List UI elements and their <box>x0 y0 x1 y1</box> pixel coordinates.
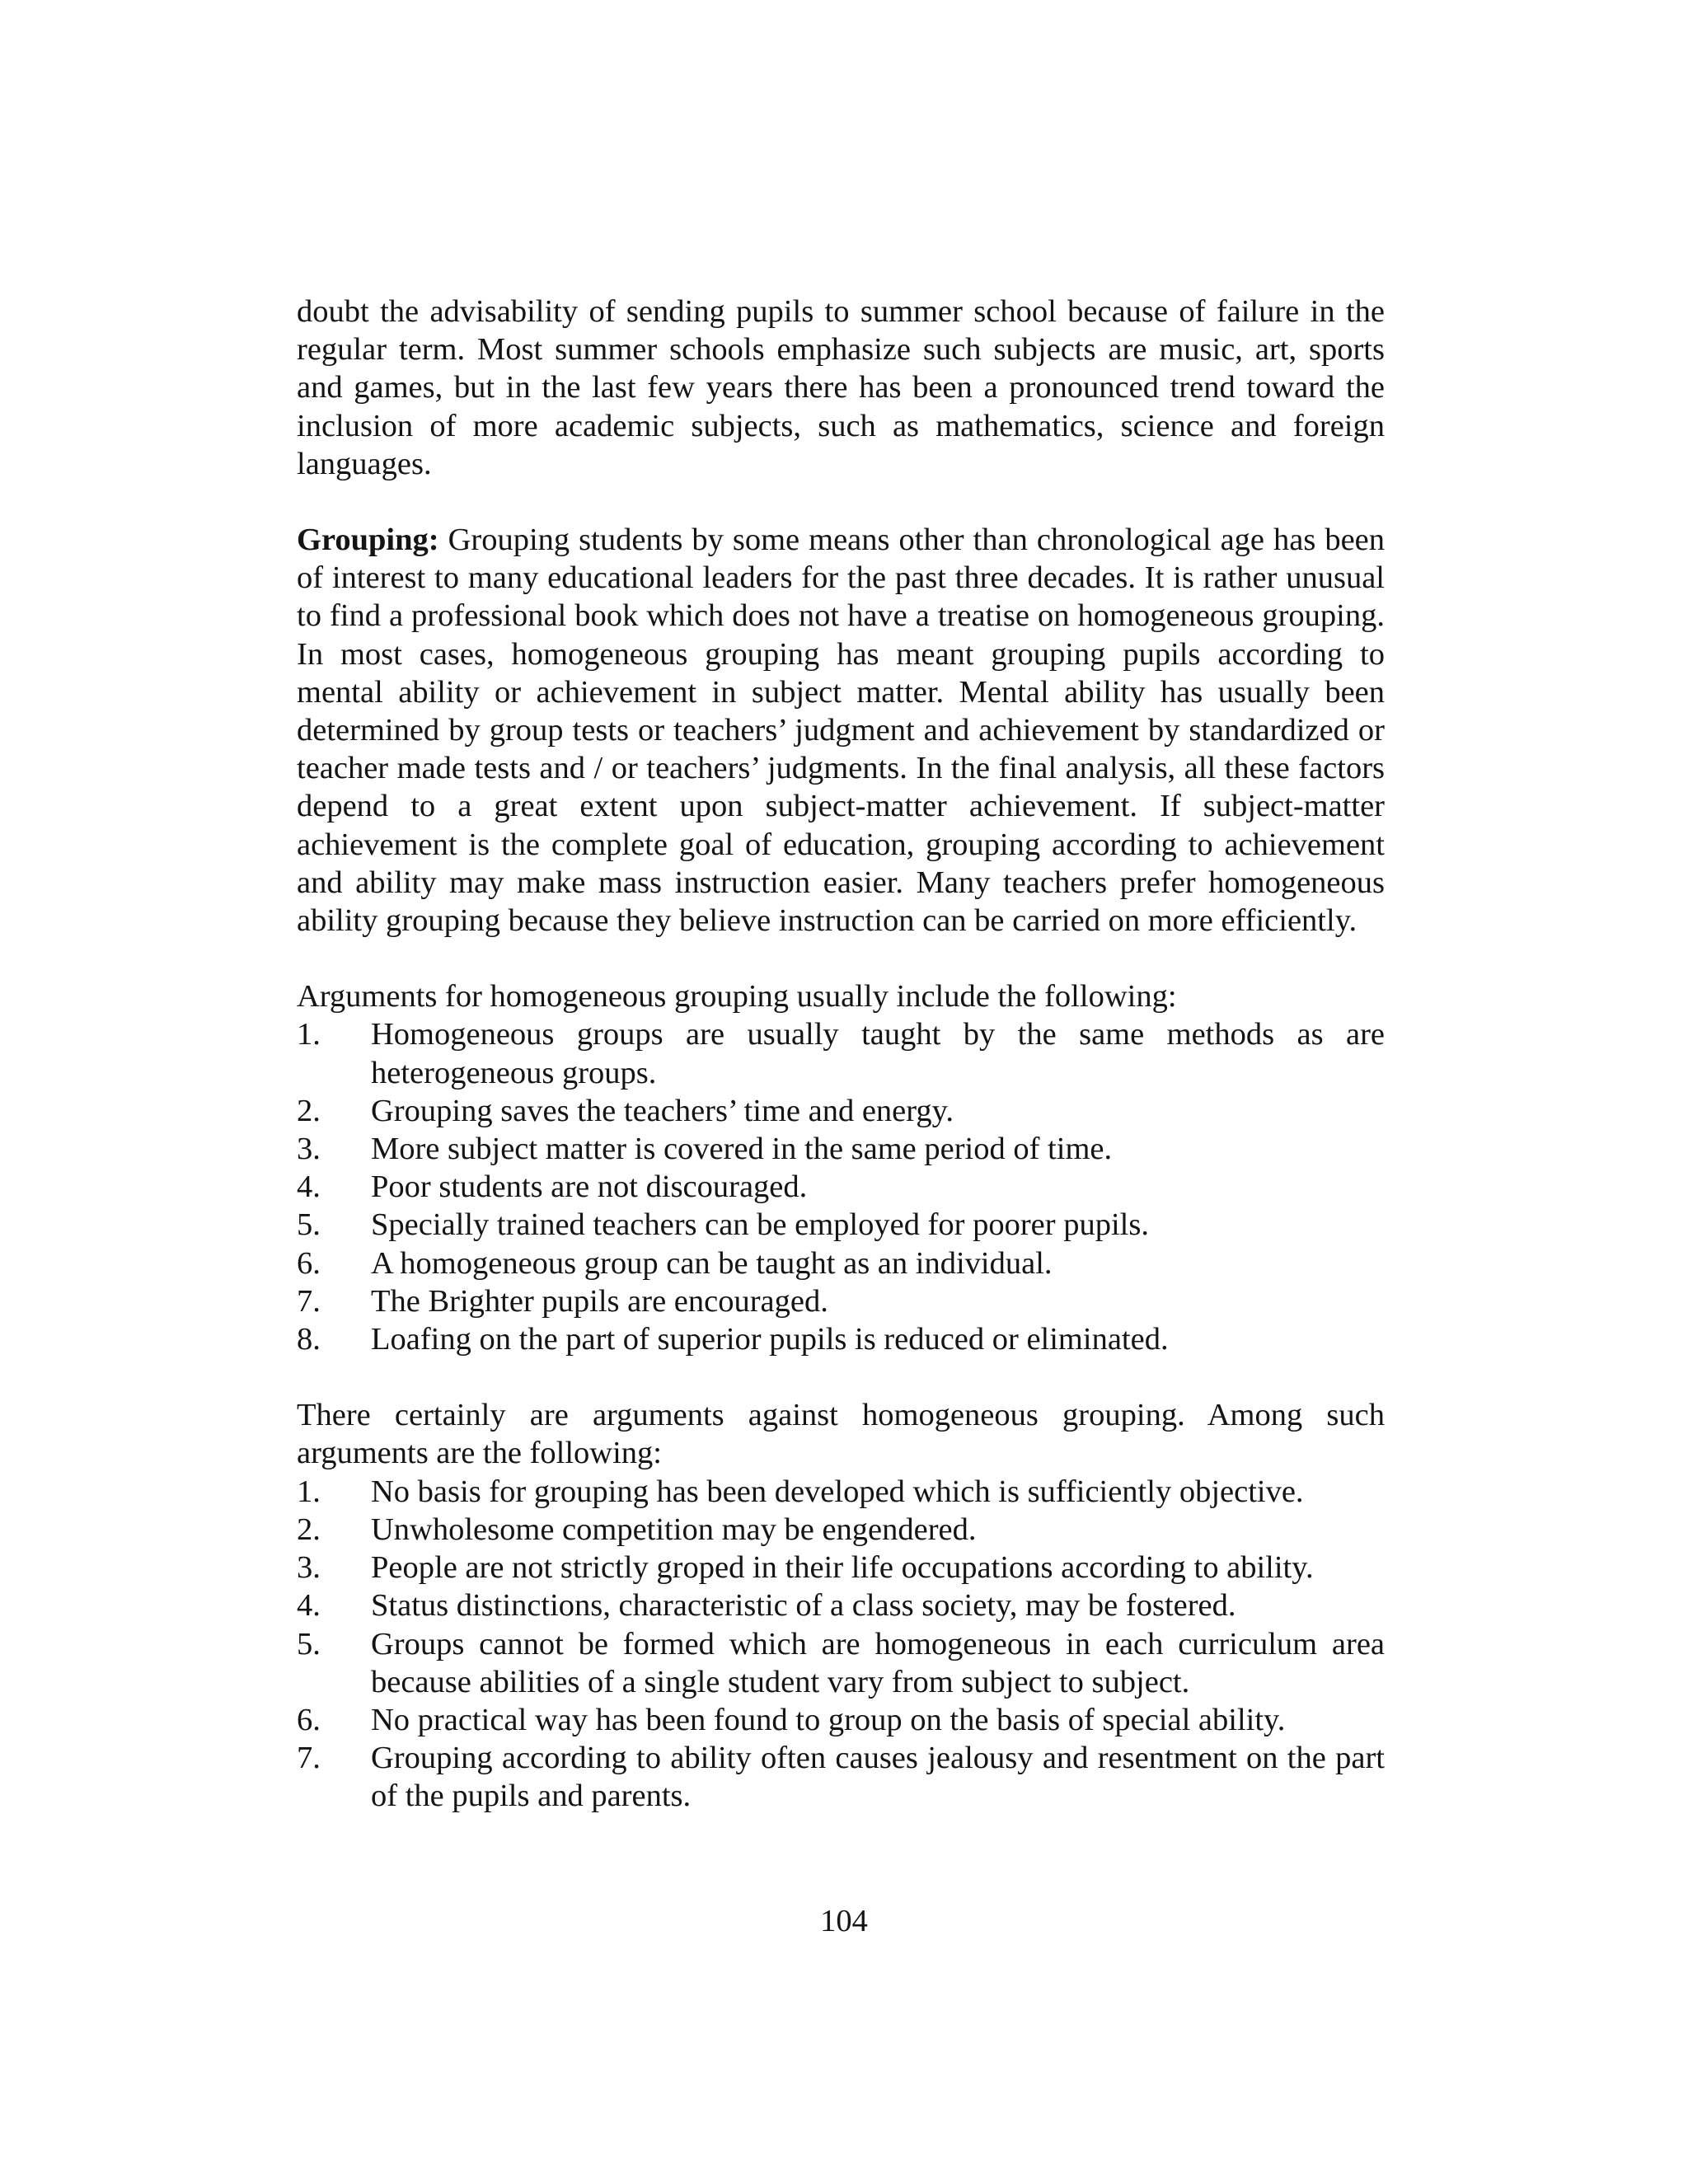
list-text: A homogeneous group can be taught as an individual. <box>371 1245 1053 1281</box>
list-item <box>297 1511 1385 1549</box>
list-item <box>297 1625 1385 1701</box>
list-number: 1. <box>297 1474 321 1509</box>
list-number: 2. <box>297 1511 321 1547</box>
paragraph-gap <box>297 940 1385 977</box>
list-number: 7. <box>297 1283 321 1319</box>
list-item <box>297 1015 1385 1091</box>
list-number: 4. <box>297 1169 321 1205</box>
arguments-against-intro: There certainly are arguments against homogeneous grouping. Among such arguments are the following: <box>297 1398 1385 1471</box>
list-text: Grouping according to ability often causes jealousy and resentment on the part of the pupils and parents. <box>371 1741 1385 1814</box>
list-number: 3. <box>297 1550 321 1586</box>
arguments-for-list <box>297 1015 1385 1358</box>
list-number: 6. <box>297 1702 321 1737</box>
list-text: Unwholesome competition may be engendered. <box>371 1511 977 1547</box>
list-item <box>297 1282 1385 1320</box>
list-number: 3. <box>297 1132 321 1167</box>
grouping-text: Grouping students by some means other than chronological age has been of interest to many educational leaders for the past three decades. It is rather unusual to find a professional book which does not have a treatise on homogeneous grouping. In most cases, homogeneous grouping has meant grouping pupils according to mental ability or achievement in subject matter. Mental ability has usually been determined by group tests or teachers’ judgment and achievement by standardized or teacher made tests and / or teachers’ judgments. In the final analysis, all these factors depend to a great extent upon subject-matter achievement. If subject-matter achievement is the complete goal of education, grouping according to achievement and ability may make mass instruction easier. Many teachers prefer homogeneous ability grouping because they believe instruction can be carried on more efficiently. <box>297 523 1386 939</box>
list-number: 5. <box>297 1626 321 1661</box>
list-text: The Brighter pupils are encouraged. <box>371 1283 828 1319</box>
list-number: 8. <box>297 1322 321 1357</box>
list-text: Status distinctions, characteristic of a class society, may be fostered. <box>371 1588 1236 1624</box>
list-item <box>297 1244 1385 1282</box>
intro-paragraph: doubt the advisability of sending pupils to summer school because of failure in the regular term. Most summer schools emphasize such subjects are music, art, sports and games, but in the last few years there has been a pronounced trend toward the inclusion of more academic subjects, such as mathematics, science and foreign languages. <box>297 294 1385 481</box>
list-number: 1. <box>297 1017 321 1052</box>
arguments-against-list <box>297 1473 1385 1816</box>
list-item <box>297 1549 1385 1586</box>
list-number: 2. <box>297 1093 321 1128</box>
list-text: People are not strictly groped in their life occupations according to ability. <box>371 1550 1314 1586</box>
list-item <box>297 1320 1385 1358</box>
list-text: Homogeneous groups are usually taught by the same methods as are heterogeneous groups. <box>371 1017 1385 1090</box>
paragraph-gap <box>297 483 1385 521</box>
grouping-paragraph <box>297 521 1385 940</box>
list-item <box>297 1206 1385 1244</box>
list-text: Specially trained teachers can be employed for poorer pupils. <box>371 1207 1149 1243</box>
arguments-for-intro: Arguments for homogeneous grouping usually include the following: <box>297 979 1177 1015</box>
list-item <box>297 1701 1385 1739</box>
list-item <box>297 1092 1385 1130</box>
list-item <box>297 1168 1385 1206</box>
list-text: Groups cannot be formed which are homogeneous in each curriculum area because abilities of a single student vary from subject to subject. <box>371 1626 1385 1699</box>
list-text: More subject matter is covered in the same period of time. <box>371 1132 1113 1167</box>
list-item <box>297 1473 1385 1511</box>
list-text: No basis for grouping has been developed which is sufficiently objective. <box>371 1474 1304 1509</box>
list-text: Loafing on the part of superior pupils is reduced or eliminated. <box>371 1322 1169 1357</box>
page-number: 104 <box>820 1904 868 1938</box>
list-text: No practical way has been found to group on the basis of special ability. <box>371 1702 1286 1737</box>
paragraph-gap <box>297 1358 1385 1396</box>
list-number: 6. <box>297 1245 321 1281</box>
list-item <box>297 1130 1385 1168</box>
page-body <box>297 293 1385 1816</box>
grouping-heading: Grouping: <box>297 523 439 558</box>
list-item <box>297 1586 1385 1624</box>
list-text: Poor students are not discouraged. <box>371 1169 808 1205</box>
list-number: 7. <box>297 1741 321 1776</box>
list-item <box>297 1739 1385 1815</box>
list-number: 5. <box>297 1207 321 1243</box>
list-text: Grouping saves the teachers’ time and energy. <box>371 1093 954 1128</box>
list-number: 4. <box>297 1588 321 1624</box>
